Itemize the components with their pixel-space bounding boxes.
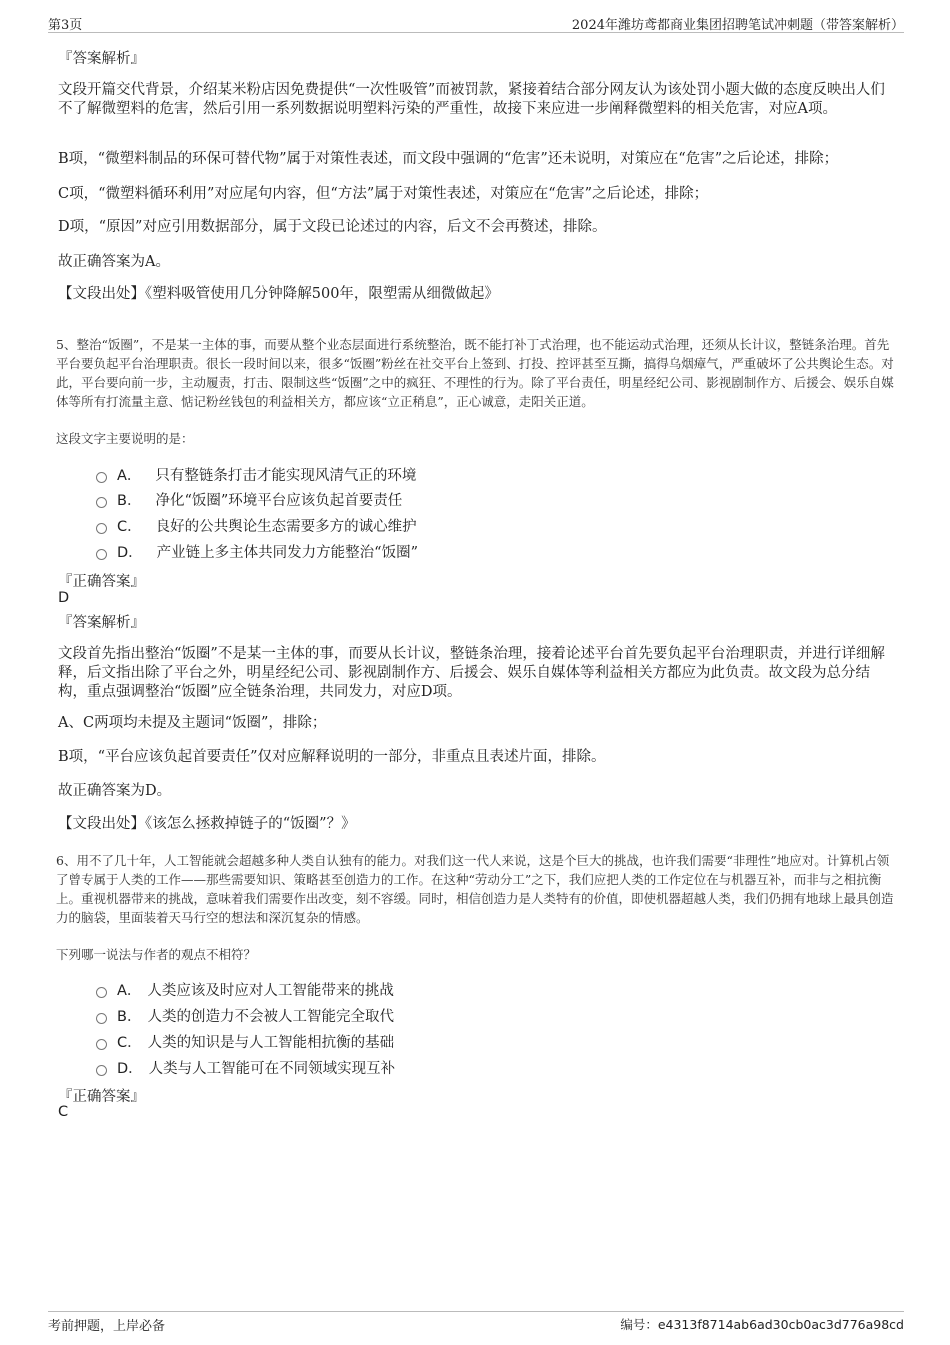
option-letter: D． bbox=[117, 544, 143, 561]
analysis-conclusion: 故正确答案为A。 bbox=[58, 254, 170, 270]
option-letter: C． bbox=[117, 518, 142, 535]
option-b[interactable] bbox=[96, 1005, 394, 1025]
document-id: 编号：e4313f8714ab6ad30cb0ac3d776a98cd bbox=[620, 1317, 904, 1332]
radio-icon[interactable] bbox=[96, 523, 107, 534]
footer-slogan: 考前押题，上岸必备 bbox=[48, 1319, 166, 1334]
analysis-paragraph: A、C两项均未提及主题词“饭圈”，排除； bbox=[58, 715, 327, 731]
correct-answer-label: 『正确答案』 bbox=[58, 1089, 145, 1105]
radio-icon[interactable] bbox=[96, 549, 107, 560]
source-citation: 【文段出处】《该怎么拯救掉链子的“饭圈”？》 bbox=[58, 816, 356, 832]
analysis-label: 『答案解析』 bbox=[58, 615, 145, 631]
question-text: 6、用不了几十年，人工智能就会超越多种人类自认独有的能力。对我们这一代人来说，这是个巨大的挑战，也许我们需要“非理性”地应对。计算机占领了曾专属于人类的工作——那些需要知识、策略甚至创造力的工作。在这种“劳动分工”之下，我们应把人类的工作定位在与机器互补，而非与之相抗衡上。重视机器带来的挑战，意味着我们需要作出改变，刻不容缓。同时，相信创造力是人类特有的价值，即使机器超越人类，我们仍拥有地球上最具创造力的脑袋，里面装着天马行空的想法和深沉复杂的情感。 bbox=[56, 853, 894, 925]
analysis-paragraph: D项，“原因”对应引用数据部分，属于文段已论述过的内容，后文不会再赘述，排除。 bbox=[58, 219, 607, 235]
radio-icon[interactable] bbox=[96, 987, 107, 998]
analysis-paragraph: 文段开篇交代背景，介绍某米粉店因免费提供“一次性吸管”而被罚款，紧接着结合部分网友认为该处罚小题大做的态度反映出人们不了解微塑料的危害，然后引用一系列数据说明塑料污染的严重性，故接下来应进一步阐释微塑料的相关危害，对应A项。 bbox=[58, 82, 885, 117]
radio-icon[interactable] bbox=[96, 497, 107, 508]
option-a[interactable] bbox=[96, 464, 416, 484]
source-citation: 【文段出处】《塑料吸管使用几分钟降解500年，限塑需从细微做起》 bbox=[58, 286, 499, 302]
option-letter: C． bbox=[117, 1034, 142, 1051]
question-text: 5、整治“饭圈”，不是某一主体的事，而要从整个业态层面进行系统整治，既不能打补丁式治理，也不能运动式治理，还须从长计议，整链条治理。首先平台要负起平台治理职责。很长一段时间以来，很多“饭圈”粉丝在社交平台上签到、打投、控评甚至互撕，搞得乌烟瘴气，严重破坏了公共舆论生态。对此，平台要向前一步，主动履责，打击、限制这些“饭圈”之中的疯狂、不理性的行为。除了平台责任，明星经纪公司、影视剧制作方、后援会、娱乐自媒体等所有打流量主意、惦记粉丝钱包的利益相关方，都应该“立正稍息”，正心诚意，走阳关正道。 bbox=[56, 337, 894, 409]
radio-icon[interactable] bbox=[96, 472, 107, 483]
option-text: 人类与人工智能可在不同领域实现互补 bbox=[148, 1060, 396, 1077]
page-header bbox=[48, 12, 904, 33]
option-d[interactable] bbox=[96, 541, 418, 561]
option-text: 净化“饭圈”环境平台应该负起首要责任 bbox=[155, 492, 403, 509]
analysis-paragraph: B项，“微塑料制品的环保可替代物”属于对策性表述，而文段中强调的“危害”还未说明，对策应在“危害”之后论述，排除； bbox=[58, 151, 839, 167]
option-letter: B． bbox=[117, 492, 142, 509]
option-text: 人类的创造力不会被人工智能完全取代 bbox=[147, 1008, 394, 1025]
option-text: 人类应该及时应对人工智能带来的挑战 bbox=[147, 982, 394, 999]
option-letter: A． bbox=[117, 982, 142, 999]
radio-icon[interactable] bbox=[96, 1039, 107, 1050]
analysis-paragraph: C项，“微塑料循环利用”对应尾句内容，但“方法”属于对策性表述，对策应在“危害”之后论述，排除； bbox=[58, 186, 709, 202]
correct-answer: C bbox=[58, 1104, 69, 1120]
option-a[interactable] bbox=[96, 979, 394, 999]
analysis-label: 『答案解析』 bbox=[58, 51, 145, 67]
option-text: 人类的知识是与人工智能相抗衡的基础 bbox=[147, 1034, 395, 1051]
option-d[interactable] bbox=[96, 1057, 395, 1077]
option-c[interactable] bbox=[96, 515, 417, 535]
page-footer bbox=[48, 1311, 904, 1336]
page-number: 第3页 bbox=[48, 18, 83, 33]
question-stem: 这段文字主要说明的是： bbox=[56, 431, 194, 446]
option-b[interactable] bbox=[96, 489, 402, 509]
option-text: 产业链上多主体共同发力方能整治“饭圈” bbox=[156, 544, 418, 561]
correct-answer: D bbox=[58, 590, 70, 606]
option-letter: D． bbox=[117, 1060, 143, 1077]
option-letter: B． bbox=[117, 1008, 142, 1025]
correct-answer-label: 『正确答案』 bbox=[58, 574, 145, 590]
option-text: 良好的公共舆论生态需要多方的诚心维护 bbox=[155, 518, 417, 535]
question-stem: 下列哪一说法与作者的观点不相符？ bbox=[56, 947, 257, 962]
option-text: 只有整链条打击才能实现风清气正的环境 bbox=[155, 467, 417, 484]
option-letter: A． bbox=[117, 467, 142, 484]
analysis-paragraph: 文段首先指出整治“饭圈”不是某一主体的事，而要从长计议，整链条治理，接着论述平台首先要负起平台治理职责，并进行详细解释，后文指出除了平台之外，明星经纪公司、影视剧制作方、后援会、娱乐自媒体等利益相关方都应为此负责。故文段为总分结构，重点强调整治“饭圈”应全链条治理，共同发力，对应D项。 bbox=[58, 646, 885, 700]
analysis-conclusion: 故正确答案为D。 bbox=[58, 783, 172, 799]
radio-icon[interactable] bbox=[96, 1013, 107, 1024]
radio-icon[interactable] bbox=[96, 1065, 107, 1076]
analysis-paragraph: B项，“平台应该负起首要责任”仅对应解释说明的一部分，非重点且表述片面，排除。 bbox=[58, 749, 606, 765]
document-title: 2024年潍坊鸢都商业集团招聘笔试冲刺题（带答案解析） bbox=[571, 18, 904, 33]
option-c[interactable] bbox=[96, 1031, 394, 1051]
